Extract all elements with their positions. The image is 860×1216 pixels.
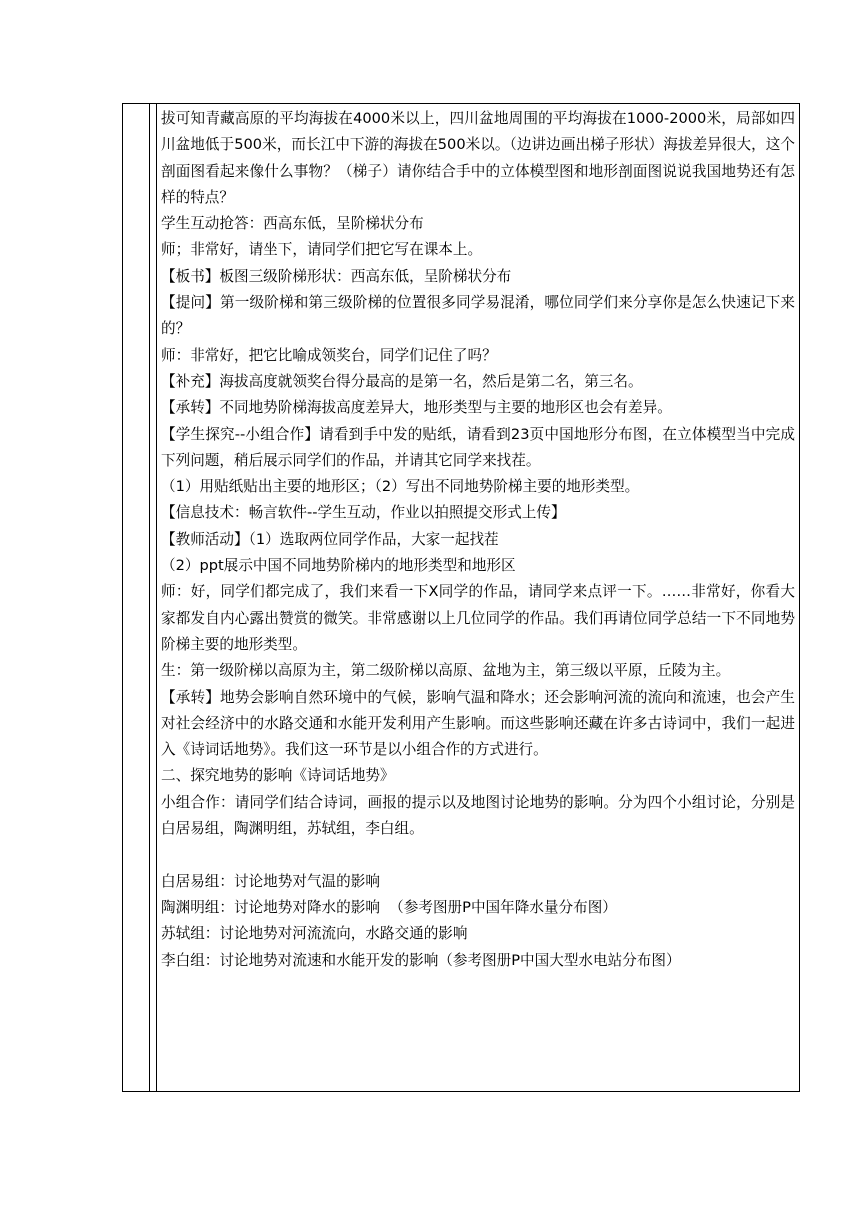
paragraph-board-note: 【板书】板图三级阶梯形状：西高东低，呈阶梯状分布: [161, 267, 512, 285]
paragraph-teacher-activity-1: 【教师活动】（1）选取两位同学作品，大家一起找茬: [161, 530, 499, 548]
paragraph-question: 【提问】第一级阶梯和第三级阶梯的位置很多同学易混淆，哪位同学们来分享你是怎么快速记下来的？: [161, 294, 795, 338]
paragraph-group-inquiry: 【学生探究--小组合作】请看到手中发的贴纸，请看到23页中国地形分布图，在立体模型当中完成下列问题，稍后展示同学们的作品，并请其它同学来找茬。: [161, 425, 795, 469]
paragraph-transition-1: 【承转】不同地势阶梯海拔高度差异大，地形类型与主要的地形区也会有差异。: [161, 399, 672, 417]
paragraph-supplement: 【补充】海拔高度就领奖台得分最高的是第一名，然后是第二名，第三名。: [161, 372, 643, 390]
group-item-li-bai: 李白组：讨论地势对流速和水能开发的影响（参考图册P中国大型水电站分布图）: [161, 951, 681, 969]
paragraph-teacher-podium: 师：非常好，把它比喻成领奖台，同学们记住了吗？: [161, 346, 497, 364]
paragraph-student-summary: 生：第一级阶梯以高原为主，第二级阶梯以高原、盆地为主，第三级以平原，丘陵为主。: [161, 662, 731, 680]
paragraph-teacher-review: 师：好，同学们都完成了，我们来看一下X同学的作品，请同学来点评一下。……非常好，你看大家都发自内心露出赞赏的微笑。非常感谢以上几位同学的作品。我们再请位同学总结一下不同地势阶梯主要的地形类型。: [161, 583, 795, 653]
lesson-plan-table: [122, 103, 800, 1092]
paragraph-intro: 拔可知青藏高原的平均海拔在4000米以上，四川盆地周围的平均海拔在1000-2000米，局部如四川盆地低于500米，而长江中下游的海拔在500米以。（边讲边画出梯子形状）海拔差异很大，这个剖面图看起来像什么事物？（梯子）请你结合手中的立体模型图和地形剖面图说说我国地势还有怎样的特点？: [161, 110, 795, 206]
paragraph-tasks: （1）用贴纸贴出主要的地形区；（2）写出不同地势阶梯主要的地形类型。: [161, 478, 640, 496]
paragraph-student-answer: 学生互动抢答：西高东低，呈阶梯状分布: [161, 215, 424, 233]
lesson-content-cell: [161, 106, 795, 974]
paragraph-info-tech: 【信息技术：畅言软件--学生互动，作业以拍照提交形式上传】: [161, 504, 566, 522]
group-item-tao-yuanming: 陶渊明组：讨论地势对降水的影响 （参考图册P中国年降水量分布图）: [161, 898, 617, 916]
section-heading: 二、探究地势的影响《诗词话地势》: [161, 767, 395, 785]
paragraph-teacher-remark: 师；非常好，请坐下，请同学们把它写在课本上。: [161, 241, 483, 259]
paragraph-group-cooperation: 小组合作：请同学们结合诗词，画报的提示以及地图讨论地势的影响。分为四个小组讨论，分别是白居易组，陶渊明组，苏轼组，李白组。: [161, 793, 795, 838]
paragraph-teacher-activity-2: （2）ppt展示中国不同地势阶梯内的地形类型和地形区: [161, 557, 516, 575]
table-column-left: [123, 104, 150, 1091]
group-item-bai-juyi: 白居易组：讨论地势对气温的影响: [161, 872, 380, 890]
group-item-su-shi: 苏轼组：讨论地势对河流流向，水路交通的影响: [161, 925, 468, 943]
blank-line: [161, 842, 795, 868]
paragraph-transition-2: 【承转】地势会影响自然环境中的气候，影响气温和降水；还会影响河流的流向和流速，也会产生对社会经济中的水路交通和水能开发利用产生影响。而这些影响还藏在许多古诗词中，我们一起进入《诗词话地势》。我们这一环节是以小组合作的方式进行。: [161, 688, 795, 759]
table-column-narrow: [150, 104, 157, 1091]
